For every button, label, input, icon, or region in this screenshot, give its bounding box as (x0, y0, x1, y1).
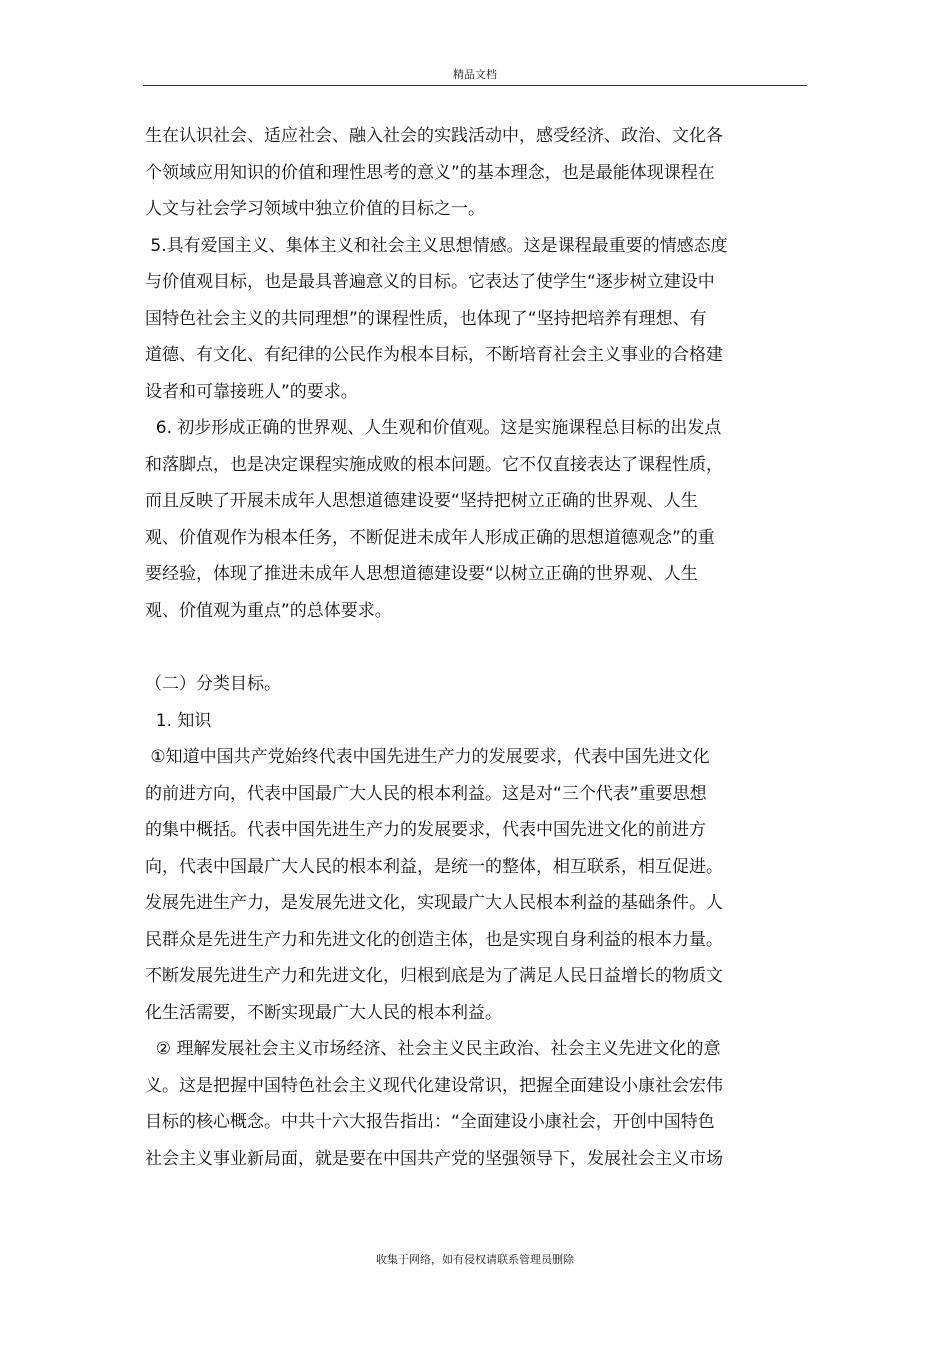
text-line: 设者和可靠接班人”的要求。 (145, 381, 358, 402)
text-line: 要经验，体现了推进未成年人思想道德建设要“以树立正确的世界观、人生 (145, 564, 698, 584)
text-line: 向，代表中国最广大人民的根本利益，是统一的整体，相互联系，相互促进。 (145, 856, 723, 877)
text-line: 目标的核心概念。中共十六大报告指出：“全面建设小康社会，开创中国特色 (145, 1112, 715, 1132)
text-line: 化生活需要，不断实现最广大人民的根本利益。 (145, 1002, 502, 1023)
text-line: 发展先进生产力，是发展先进文化，实现最广大人民根本利益的基础条件。人 (145, 893, 723, 913)
text-line: 民群众是先进生产力和先进文化的创造主体，也是实现自身利益的根本力量。 (145, 929, 723, 950)
text-line: 观、价值观作为根本任务，不断促进未成年人形成正确的思想道德观念”的重 (145, 527, 715, 548)
text-line: 而且反映了开展未成年人思想道德建设要“坚持把树立正确的世界观、人生 (145, 491, 698, 511)
page-header: 精品文档 (453, 68, 497, 81)
text-line: 观、价值观为重点”的总体要求。 (145, 600, 392, 621)
text-line: 道德、有文化、有纪律的公民作为根本目标，不断培育社会主义事业的合格建 (145, 345, 723, 365)
text-line: 6. 初步形成正确的世界观、人生观和价值观。这是实施课程总目标的出发点 (145, 418, 722, 438)
text-line: 个领域应用知识的价值和理性思考的意义”的基本理念，也是最能体现课程在 (145, 162, 715, 183)
section-heading: （二）分类目标。 (145, 674, 281, 694)
page-footer: 收集于网络，如有侵权请联系管理员删除 (376, 1253, 574, 1266)
text-line: 不断发展先进生产力和先进文化，归根到底是为了满足人民日益增长的物质文 (145, 966, 723, 986)
paragraph-gap (145, 629, 775, 666)
text-line: 社会主义事业新局面，就是要在中国共产党的坚强领导下，发展社会主义市场 (145, 1148, 723, 1169)
header-divider (143, 85, 807, 86)
subsection-heading: 1. 知识 (145, 710, 212, 731)
text-line: 的集中概括。代表中国先进生产力的发展要求，代表中国先进文化的前进方 (145, 820, 706, 840)
text-line: 生在认识社会、适应社会、融入社会的实践活动中，感受经济、政治、文化各 (145, 126, 723, 146)
text-line: 和落脚点，也是决定课程实施成败的根本问题。它不仅直接表达了课程性质， (145, 454, 723, 475)
text-line: ② 理解发展社会主义市场经济、社会主义民主政治、社会主义先进文化的意 (145, 1039, 721, 1059)
document-body (145, 118, 775, 1177)
text-line: 义。这是把握中国特色社会主义现代化建设常识，把握全面建设小康社会宏伟 (145, 1075, 723, 1096)
text-line: 与价值观目标，也是最具普遍意义的目标。它表达了使学生“逐步树立建设中 (145, 272, 715, 292)
text-line: ①知道中国共产党始终代表中国先进生产力的发展要求，代表中国先进文化 (145, 747, 710, 767)
text-line: 5.具有爱国主义、集体主义和社会主义思想情感。这是课程最重要的情感态度 (145, 235, 728, 256)
text-line: 的前进方向，代表中国最广大人民的根本利益。这是对“三个代表”重要思想 (145, 783, 707, 804)
text-line: 国特色社会主义的共同理想”的课程性质，也体现了“坚持把培养有理想、有 (145, 308, 707, 329)
text-line: 人文与社会学习领域中独立价值的目标之一。 (145, 199, 485, 219)
